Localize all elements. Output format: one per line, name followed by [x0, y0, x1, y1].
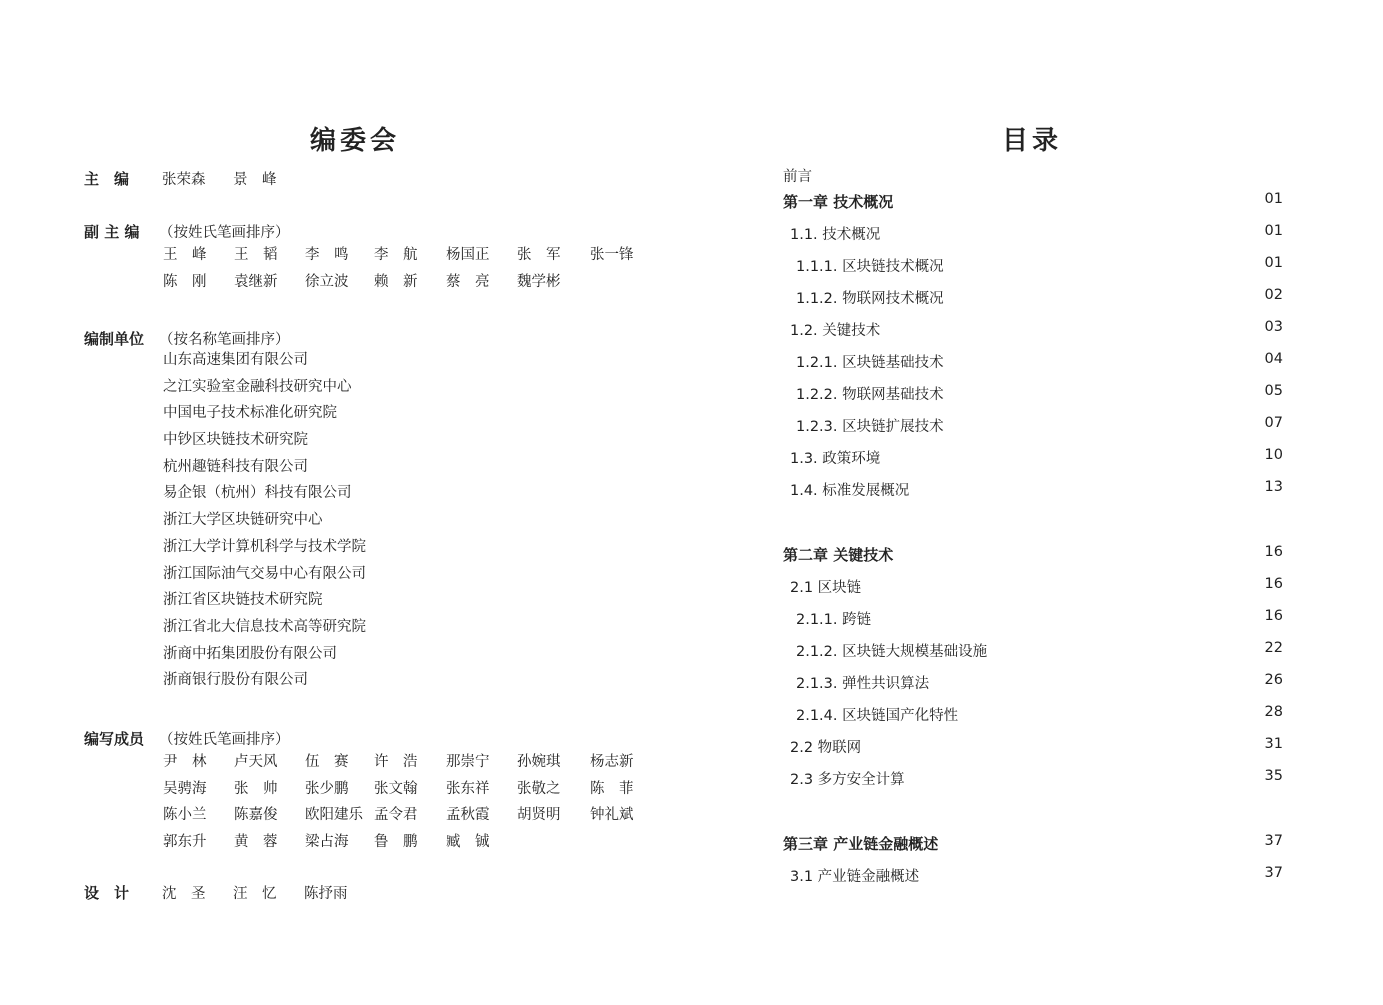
toc-entry[interactable]	[783, 447, 1283, 479]
toc-page-number: 31	[1264, 736, 1283, 752]
organization-item: 浙江省区块链技术研究院	[163, 592, 323, 609]
person-name: 张一锋	[590, 247, 634, 263]
person-name: 蔡 亮	[446, 273, 490, 290]
organization-item: 杭州趣链科技有限公司	[163, 458, 308, 475]
toc-entry[interactable]	[783, 415, 1283, 447]
table-of-contents	[783, 165, 1283, 897]
design-label: 设 计	[84, 884, 130, 902]
person-name: 欧阳建乐	[305, 807, 363, 824]
person-name: 杨国正	[446, 247, 490, 263]
organization-item: 山东高速集团有限公司	[163, 352, 308, 368]
units-section	[84, 328, 366, 697]
toc-entry-title: 2.1.3. 弹性共识算法	[796, 676, 930, 692]
organization-item: 浙江省北大信息技术高等研究院	[163, 618, 366, 635]
toc-page-number: 16	[1264, 544, 1283, 560]
toc-entry-title: 2.1 区块链	[790, 580, 862, 596]
toc-entry-title: 第三章 产业链金融概述	[783, 835, 939, 853]
toc-entry[interactable]	[783, 704, 1283, 736]
person-name: 孟令君	[374, 807, 418, 824]
person-name: 孟秋霞	[446, 807, 490, 824]
toc-spacer	[783, 511, 1283, 544]
toc-entry-title: 1.2. 关键技术	[790, 323, 881, 339]
person-name: 那崇宁	[446, 754, 490, 770]
toc-entry-title: 1.2.2. 物联网基础技术	[796, 387, 944, 403]
person-name: 胡贤明	[517, 807, 561, 824]
person-name: 陈 刚	[163, 273, 207, 290]
person-name: 郭东升	[163, 834, 207, 851]
toc-page-number: 01	[1264, 223, 1283, 239]
person-name: 陈小兰	[163, 807, 207, 824]
person-name: 张 军	[517, 247, 561, 263]
person-name: 李 鸣	[305, 247, 349, 263]
toc-entry[interactable]	[783, 768, 1283, 800]
toc-page-number: 02	[1264, 287, 1283, 303]
organization-item: 浙江大学计算机科学与技术学院	[163, 538, 366, 555]
toc-entry-title: 1.3. 政策环境	[790, 451, 881, 467]
organization-item: 中钞区块链技术研究院	[163, 432, 308, 449]
toc-entry-title: 1.2.1. 区块链基础技术	[796, 355, 944, 371]
toc-page-number: 16	[1264, 608, 1283, 624]
deputy-editor-note: （按姓氏笔画排序）	[159, 225, 290, 241]
person-name: 张少鹏	[305, 780, 349, 797]
person-name: 张敬之	[517, 780, 561, 797]
toc-entry[interactable]	[783, 383, 1283, 415]
organization-item: 浙商中拓集团股份有限公司	[163, 645, 337, 662]
toc-entry[interactable]	[783, 479, 1283, 511]
toc-page-number: 01	[1264, 191, 1283, 207]
toc-entry-title: 3.1 产业链金融概述	[790, 869, 920, 885]
toc-page-number: 10	[1264, 447, 1283, 463]
organization-item: 浙商银行股份有限公司	[163, 672, 308, 689]
toc-entry-title: 1.1. 技术概况	[790, 227, 881, 243]
toc-spacer	[783, 800, 1283, 833]
organization-item: 易企银（杭州）科技有限公司	[163, 485, 352, 502]
units-label: 编制单位	[84, 330, 145, 348]
toc-entry[interactable]	[783, 736, 1283, 768]
person-name: 张 帅	[234, 780, 278, 797]
contents-page	[700, 0, 1383, 1005]
organization-item: 中国电子技术标准化研究院	[163, 405, 337, 422]
person-name: 徐立波	[305, 273, 349, 290]
toc-entry[interactable]	[783, 165, 1283, 191]
toc-entry[interactable]	[783, 255, 1283, 287]
person-name: 臧 铖	[446, 834, 490, 851]
toc-entry-title: 2.2 物联网	[790, 740, 862, 756]
toc-page-number: 35	[1264, 768, 1283, 784]
toc-page-number: 13	[1264, 479, 1283, 495]
toc-page-number: 03	[1264, 319, 1283, 335]
designer-name: 沈 圣	[162, 886, 206, 902]
toc-page-number: 28	[1264, 704, 1283, 720]
person-name: 黄 蓉	[234, 834, 278, 851]
toc-entry-title: 2.1.4. 区块链国产化特性	[796, 708, 959, 724]
toc-page-number: 37	[1264, 833, 1283, 849]
person-name: 卢天风	[234, 754, 278, 770]
person-name: 孙婉琪	[517, 754, 561, 770]
toc-chapter[interactable]	[783, 544, 1283, 576]
toc-entry[interactable]	[783, 576, 1283, 608]
deputy-editor-section	[84, 221, 634, 296]
toc-entry[interactable]	[783, 640, 1283, 672]
person-name: 王 韬	[234, 247, 278, 263]
toc-entry[interactable]	[783, 319, 1283, 351]
person-name: 陈嘉俊	[234, 807, 278, 824]
person-name: 袁继新	[234, 273, 278, 290]
toc-page-number: 22	[1264, 640, 1283, 656]
toc-entry[interactable]	[783, 672, 1283, 704]
toc-entry-title: 2.3 多方安全计算	[790, 772, 905, 788]
toc-entry-title: 第一章 技术概况	[783, 193, 894, 211]
toc-entry-title: 前言	[783, 169, 812, 185]
toc-page-number: 01	[1264, 255, 1283, 271]
units-note: （按名称笔画排序）	[159, 332, 290, 348]
toc-entry-title: 1.4. 标准发展概况	[790, 483, 910, 499]
person-name: 钟礼斌	[590, 807, 634, 824]
person-name: 张东祥	[446, 780, 490, 797]
person-name: 鲁 鹏	[374, 834, 418, 851]
toc-entry-title: 1.2.3. 区块链扩展技术	[796, 419, 944, 435]
person-name: 吴骋海	[163, 780, 207, 797]
toc-entry-title: 2.1.2. 区块链大规模基础设施	[796, 644, 988, 660]
toc-entry-title: 1.1.2. 物联网技术概况	[796, 291, 944, 307]
organization-item: 之江实验室金融科技研究中心	[163, 378, 352, 395]
deputy-editor-label: 副 主 编	[84, 223, 140, 241]
chief-editor-name: 张荣森	[162, 172, 206, 188]
person-name: 魏学彬	[517, 273, 561, 290]
toc-entry[interactable]	[783, 351, 1283, 383]
person-name: 张文翰	[374, 780, 418, 797]
person-name: 王 峰	[163, 247, 207, 263]
editorial-board-title: 编委会	[310, 126, 401, 156]
contents-title: 目录	[1002, 126, 1063, 156]
chief-editor-label: 主 编	[84, 170, 130, 188]
person-name: 许 浩	[374, 754, 418, 770]
toc-page-number: 05	[1264, 383, 1283, 399]
toc-page-number: 26	[1264, 672, 1283, 688]
person-name: 李 航	[374, 247, 418, 263]
toc-entry[interactable]	[783, 865, 1283, 897]
chief-editor-name: 景 峰	[233, 172, 277, 188]
units-list	[163, 350, 366, 697]
writers-note: （按姓氏笔画排序）	[159, 732, 290, 748]
organization-item: 浙江大学区块链研究中心	[163, 512, 323, 529]
toc-page-number: 04	[1264, 351, 1283, 367]
person-name: 伍 赛	[305, 754, 349, 770]
toc-chapter[interactable]	[783, 191, 1283, 223]
person-name: 杨志新	[590, 754, 634, 770]
designer-name: 汪 忆	[233, 886, 277, 902]
person-name: 尹 林	[163, 754, 207, 770]
toc-entry[interactable]	[783, 608, 1283, 640]
toc-entry-title: 2.1.1. 跨链	[796, 612, 872, 628]
toc-entry-title: 1.1.1. 区块链技术概况	[796, 259, 944, 275]
writers-section	[84, 728, 634, 857]
organization-item: 浙江国际油气交易中心有限公司	[163, 565, 366, 582]
toc-page-number: 37	[1264, 865, 1283, 881]
person-name: 梁占海	[305, 834, 349, 851]
toc-page-number: 16	[1264, 576, 1283, 592]
toc-chapter[interactable]	[783, 833, 1283, 865]
person-name: 赖 新	[374, 273, 418, 290]
toc-entry-title: 第二章 关键技术	[783, 546, 894, 564]
person-name: 陈 菲	[590, 780, 634, 797]
toc-entry[interactable]	[783, 287, 1283, 319]
toc-entry[interactable]	[783, 223, 1283, 255]
designer-name: 陈抒雨	[304, 886, 348, 902]
toc-page-number: 07	[1264, 415, 1283, 431]
writers-label: 编写成员	[84, 730, 145, 748]
